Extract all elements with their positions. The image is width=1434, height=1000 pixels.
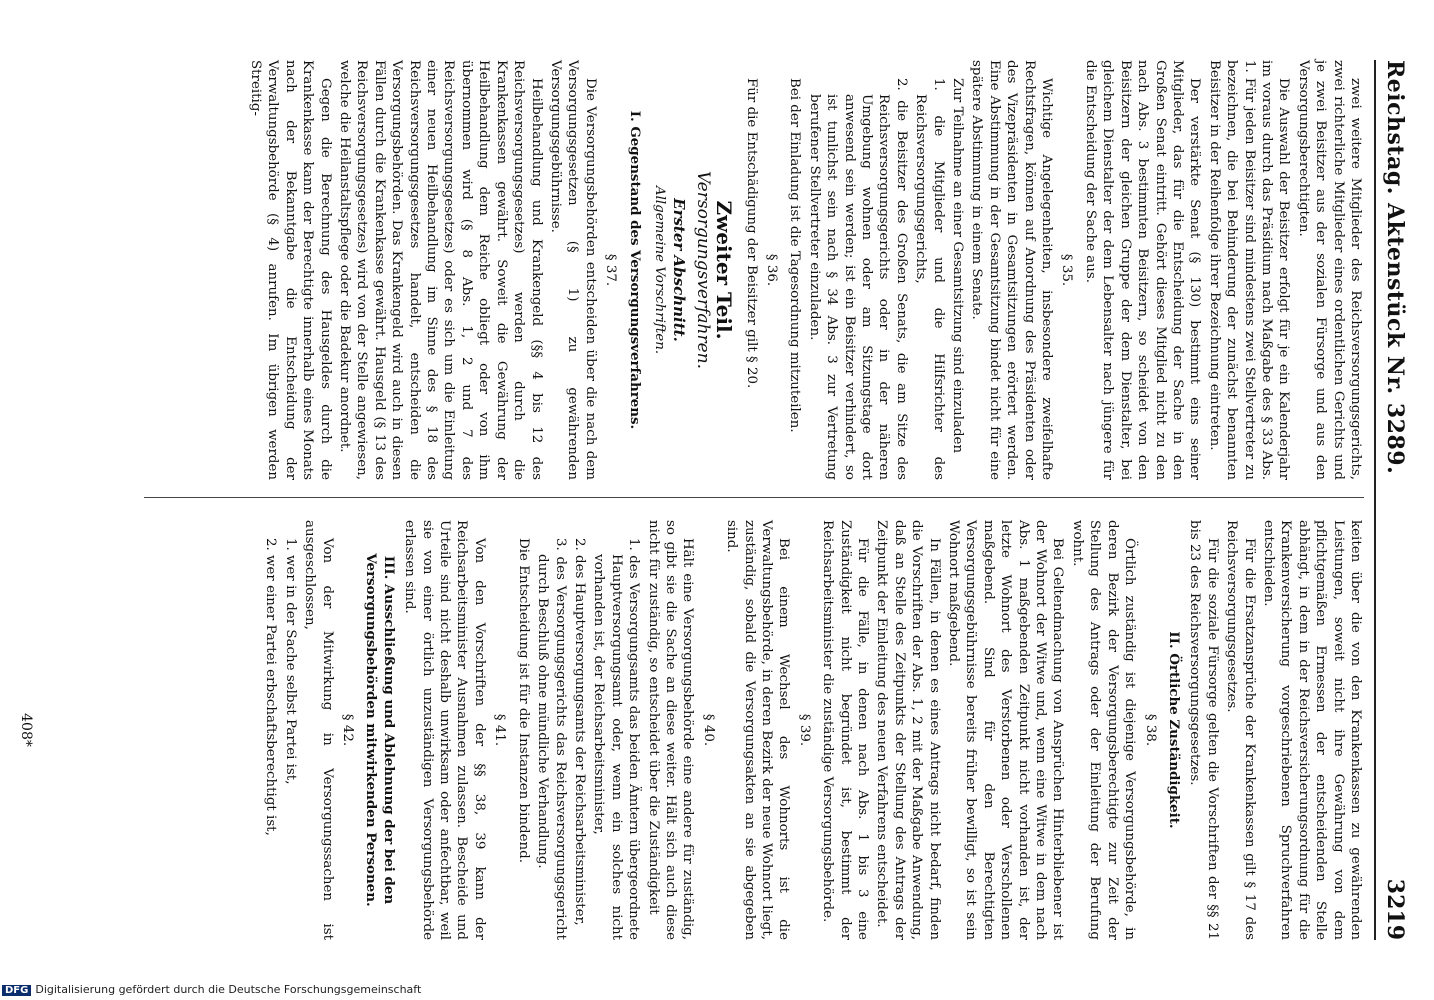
paragraph: Die Entscheidung ist für die Instanzen bindend. [515, 538, 531, 863]
paragraph: Die Auswahl der Beisitzer erfolgt für je ein Kalenderjahr im voraus durch das Präsidium nach Maßgabe des § 33 Abs. 1. Für jeden Beisitzer sind mindestens zwei Stellvertreter zu bezeichnen, die bei Behinderung der zunächst benannten Beisitzer in der Reihenfolge ihrer Bezeichnung eintreten. [1206, 60, 1292, 480]
section-heading: I. Gegenstand des Versorgungsverfahrens. [626, 110, 643, 430]
section-number: § 35. [1059, 253, 1075, 287]
section-heading: III. Ausschließung und Ablehnung der bei den Versorgungsbehörden mitwirkenden Personen. [363, 553, 397, 907]
paragraph: Für die Entschädigung der Beisitzer gilt § 20. [743, 78, 759, 389]
section-heading: II. Örtliche Zuständigkeit. [1165, 631, 1182, 829]
paragraph: Für die Ersatzansprüche der Krankenkassen gilt § 17 des Reichsversorgungsgesetzes. [1224, 520, 1257, 940]
paragraph: Für die Fälle, in denen nach Abs. 1 bis 3 eine Zuständigkeit nicht begründet ist, bestimmt der Reichsarbeitsminister die zuständige Versorgungsbehörde. [820, 520, 871, 940]
part-subtitle: Versorgungsverfahren. [692, 170, 713, 370]
column-divider [144, 497, 1364, 498]
list-item: 2. die Beisitzer des Großen Senats, die am Sitze des Reichsversorgungsgerichts oder in der näheren Umgebung wohnen oder am Sitzungstage dort anwesend sein werden; ist ein Beisitzer verhindert, so ist tunlichst sein nach § 34 Abs. 3 zur Vertretung berufener Stellvertreter einzuladen. [806, 78, 909, 480]
digitization-credit [2, 983, 421, 996]
paragraph: Von den Vorschriften der §§ 38, 39 kann der Reichsarbeitsminister Ausnahmen zulassen. Bescheide und Urteile sind nicht deshalb unwirksam oder anfechtbar, weil sie von einer örtlich unzuständigen Versorgungsbehörde erlassen sind. [402, 520, 487, 940]
paragraph: Hält eine Versorgungsbehörde eine andere für zuständig, so gibt sie die Sache an diese weiter. Hält sich auch diese nicht für zuständig, so entscheidet über die Zuständigkeit [645, 520, 696, 940]
page-signature-mark: 408* [18, 713, 34, 747]
right-column [260, 520, 1364, 940]
paragraph: Wichtige Angelegenheiten, insbesondere zweifelhafte Rechtsfragen, können auf Anordnung des Präsidenten oder des Vizepräsidenten in Gesamtsitzungen erörtert werden. Eine Abstimmung in der Gesamtsitzung bindet nicht für eine spätere Abstimmung in einem Senate. [969, 60, 1055, 480]
section-number: § 37. [603, 253, 619, 287]
section-number: § 41. [492, 713, 508, 747]
list-item: 2. wer einer Partei erbschaftsberechtigt ist, [263, 538, 279, 836]
list-item: 1. wer in der Sache selbst Partei ist, [282, 538, 298, 785]
section-number: § 39. [796, 713, 812, 747]
part-title: Zweiter Teil. [712, 200, 737, 340]
paragraph: Für die soziale Fürsorge gelten die Vorschriften der §§ 21 bis 23 des Reichsversorgungsgesetzes. [1187, 520, 1220, 940]
paragraph: Örtlich zuständig ist diejenige Versorgungsbehörde, in deren Bezirk der Versorgungsberechtigte zur Zeit der Stellung des Antrags oder der Einleitung der Berufung wohnt. [1069, 520, 1138, 940]
list-item: 2. des Hauptversorgungsamts der Reichsarbeitsminister, [571, 538, 587, 926]
header-title: Reichstag. Aktenstück Nr. 3289. [1382, 60, 1408, 475]
paragraph: Von der Mitwirkung in Versorgungssachen ist ausgeschlossen, [302, 520, 335, 940]
credit-text: Digitalisierung gefördert durch die Deutsche Forschungsgemeinschaft [35, 983, 422, 996]
left-column [245, 60, 1364, 480]
chapter-title: Erster Abschnitt. [670, 198, 689, 342]
page-number: 3219 [1382, 878, 1408, 940]
paragraph: Bei der Einladung ist die Tagesordnung mitzuteilen. [787, 78, 803, 433]
list-item: 3. des Versorgungsgerichts das Reichsversorgungsgericht durch Beschluß ohne mündliche Verhandlung. [535, 538, 568, 940]
chapter-subtitle: Allgemeine Vorschriften. [651, 185, 667, 355]
paragraph: In Fällen, in denen es eines Antrags nicht bedarf, finden die Vorschriften der Abs. 1, 2 mit der Maßgabe Anwendung, daß an Stelle des Zeitpunkts der Stellung des Antrags der Zeitpunkt der Einleitung des neuen Verfahrens entscheidet. [874, 520, 942, 940]
section-number: § 36. [764, 253, 779, 287]
paragraph: Bei Geltendmachung von Ansprüchen Hinterbliebener ist der Wohnort der Witwe und, wenn eine Witwe in dem nach Abs. 1 maßgebenden Zeitpunkt nicht vorhanden ist, der letzte Wohnort des Verstorbenen oder Verschollenen maßgebend. Sind für den Berechtigten Versorgungsgebührnisse bereits früher bewilligt, so ist sein Wohnort maßgebend. [946, 520, 1066, 940]
dfg-logo: DFG [2, 985, 31, 996]
paragraph: Gegen die Berechnung des Hausgeldes durch die Krankenkasse kann der Berechtigte innerhalb eines Monats nach der Bekanntgabe die Entscheidung der Verwaltungsbehörde (§ 4) anrufen. Im übrigen werden Streitig- [248, 60, 333, 480]
list-item: 1. die Mitglieder und die Hilfsrichter des Reichsversorgungsgerichts, [913, 78, 946, 480]
section-number: § 40. [700, 713, 716, 747]
page-header [1374, 60, 1416, 940]
paragraph: Die Versorgungsbehörden entscheiden über die nach dem Versorgungsgesetzen (§ 1) zu gewährenden Versorgungsgebührnisse. [547, 60, 598, 480]
paragraph: keiten über die von den Krankenkassen zu gewährenden Leistungen, soweit nicht ihre Gewährung von dem pflichtgemäßen Ermessen der entscheidenden Stelle abhängt, in dem in der Reichsversicherungsordnung für die Krankenversicherung vorgeschriebenen Spruchverfahren entschieden. [1260, 520, 1363, 940]
paragraph: Zur Teilnahme an einer Gesamtsitzung sind einzuladen [950, 78, 966, 454]
list-item: 1. des Versorgungsamts das beiden Ämtern übergeordnete Hauptversorgungsamt oder, wenn ein solches nicht vorhanden ist, der Reichsarbeitsminister, [591, 538, 642, 940]
paragraph: Der verstärkte Senat (§ 130) bestimmt eins seiner Mitglieder, das für die Entscheidung der Sache in den Großen Senat eintritt. Gehört dieses Mitglied nicht zu den nach Abs. 3 bestimmten Beisitzern, so scheidet von den Beisitzern der gleichen Gruppe der dem Dienstalter, bei gleichem Dienstalter der dem Lebensalter nach jüngere für die Entscheidung der Sache aus. [1082, 60, 1203, 480]
paragraph: zwei weitere Mitglieder des Reichsversorgungsgerichts, zwei richterliche Mitglieder eines ordentlichen Gerichts und je zwei Beisitzer aus der sozialen Fürsorge und aus den Versorgungsberechtigten. [1295, 60, 1363, 480]
section-number: § 42. [340, 713, 356, 747]
paragraph: Bei einem Wechsel des Wohnorts ist die Verwaltungsbehörde, in deren Bezirk der neue Wohnort liegt, zuständig, sobald die Versorgungsakten an sie abgegeben sind. [724, 520, 792, 940]
section-number: § 38. [1142, 713, 1158, 747]
paragraph: Heilbehandlung und Krankengeld (§§ 4 bis 12 des Reichsversorgungsgesetzes) werden durch die Krankenkassen gewährt. Soweit die Gewährung der Heilbehandlung dem Reiche obliegt oder von ihm übernommen wird (§ 8 Abs. 1, 2 und 7 des Reichsversorgungsgesetzes) oder es sich um die Einleitung einer neuen Heilbehandlung im Sinne des § 18 des Reichsversorgungsgesetzes handelt, entscheiden die Versorgungsbehörden. Das Krankengeld wird auch in diesen Fällen durch die Krankenkasse gewährt. Hausgeld (§ 13 des Reichsversorgungsgesetzes) wird von der Stelle angewiesen, welche die Heilanstaltspflege oder die Badekur anordnet. [337, 60, 544, 480]
